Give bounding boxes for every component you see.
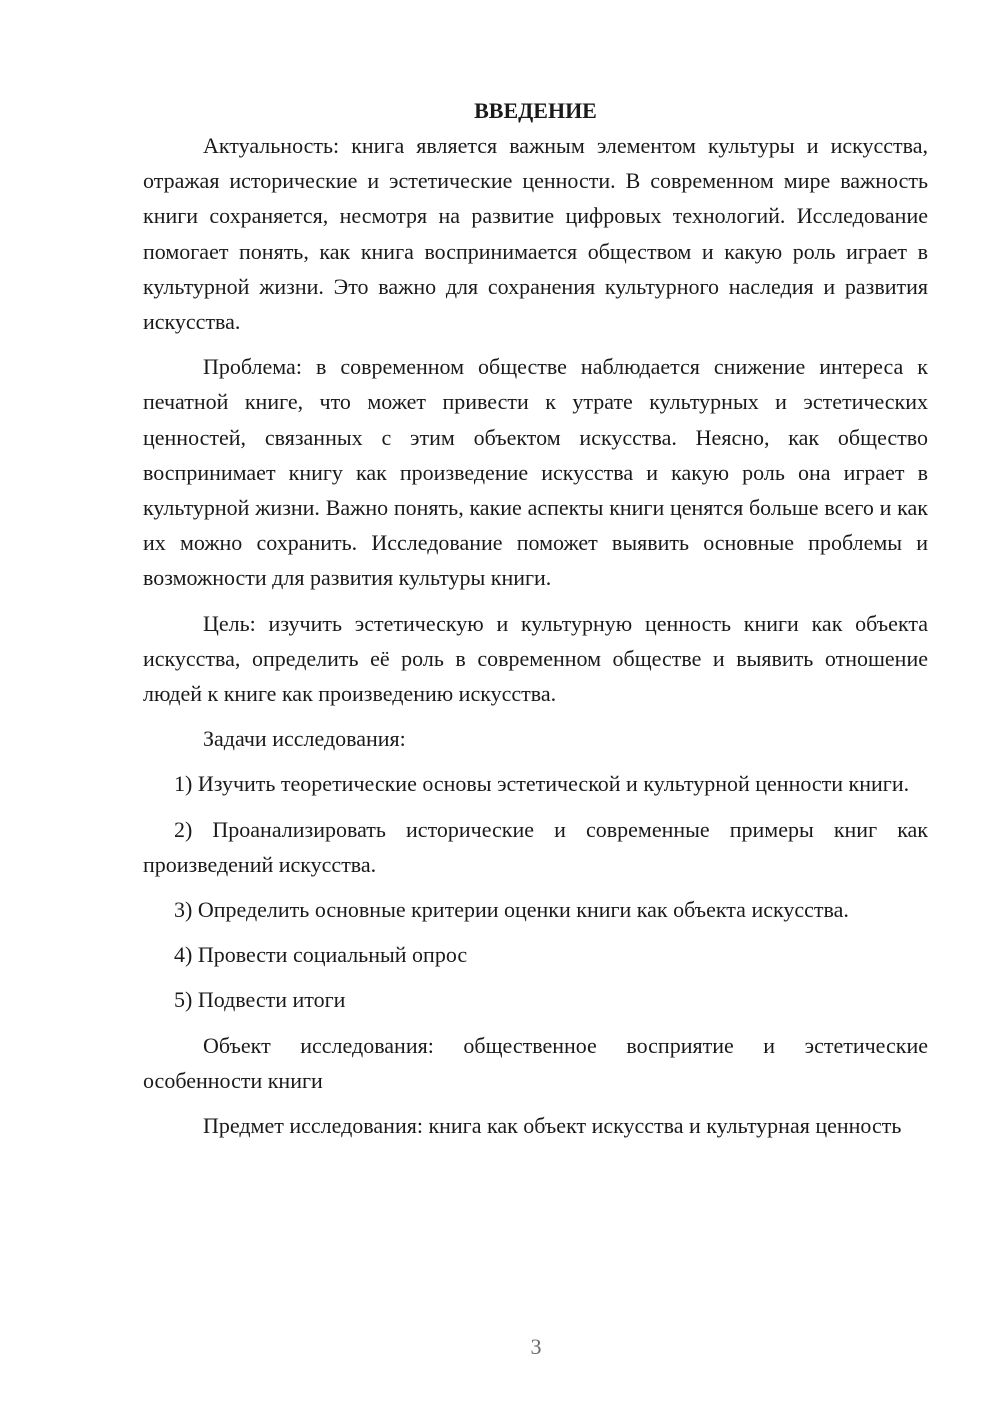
page-content xyxy=(143,93,928,1153)
section-heading: ВВЕДЕНИЕ xyxy=(474,98,597,123)
tasks-title: Задачи исследования: xyxy=(203,726,406,752)
task-item-4: 4) Провести социальный опрос xyxy=(174,942,468,968)
subject-paragraph: Предмет исследования: книга как объект искусства и культурная ценность xyxy=(203,1113,902,1139)
task-item-3: 3) Определить основные критерии оценки книги как объекта искусства. xyxy=(174,897,849,923)
object-paragraph: Объект исследования: общественное восприятие и эстетические особенности книги xyxy=(143,1032,928,1093)
task-item-2: 2) Проанализировать исторические и современные примеры книг как произведений искусства. xyxy=(143,816,928,877)
goal-paragraph: Цель: изучить эстетическую и культурную ценность книги как объекта искусства, определить её роль в современном обществе и выявить отношение людей к книге как произведению искусства. xyxy=(143,610,928,707)
relevance-paragraph: Актуальность: книга является важным элементом культуры и искусства, отражая исторические и эстетические ценности. В современном мире важность книги сохраняется, несмотря на развитие цифровых технологий. Исследование помогает понять, как книга воспринимается обществом и какую роль играет в культурной жизни. Это важно для сохранения культурного наследия и развития искусства. xyxy=(143,133,928,335)
task-item-1: 1) Изучить теоретические основы эстетической и культурной ценности книги. xyxy=(174,771,910,797)
task-item-5: 5) Подвести итоги xyxy=(174,987,346,1013)
page-number: 3 xyxy=(530,1334,542,1359)
problem-paragraph: Проблема: в современном обществе наблюдается снижение интереса к печатной книге, что может привести к утрате культурных и эстетических ценностей, связанных с этим объектом искусства. Неясно, как общество воспринимает книгу как произведение искусства и какую роль она играет в культурной жизни. Важно понять, какие аспекты книги ценятся больше всего и как их можно сохранить. Исследование поможет выявить основные проблемы и возможности для развития культуры книги. xyxy=(143,354,928,591)
